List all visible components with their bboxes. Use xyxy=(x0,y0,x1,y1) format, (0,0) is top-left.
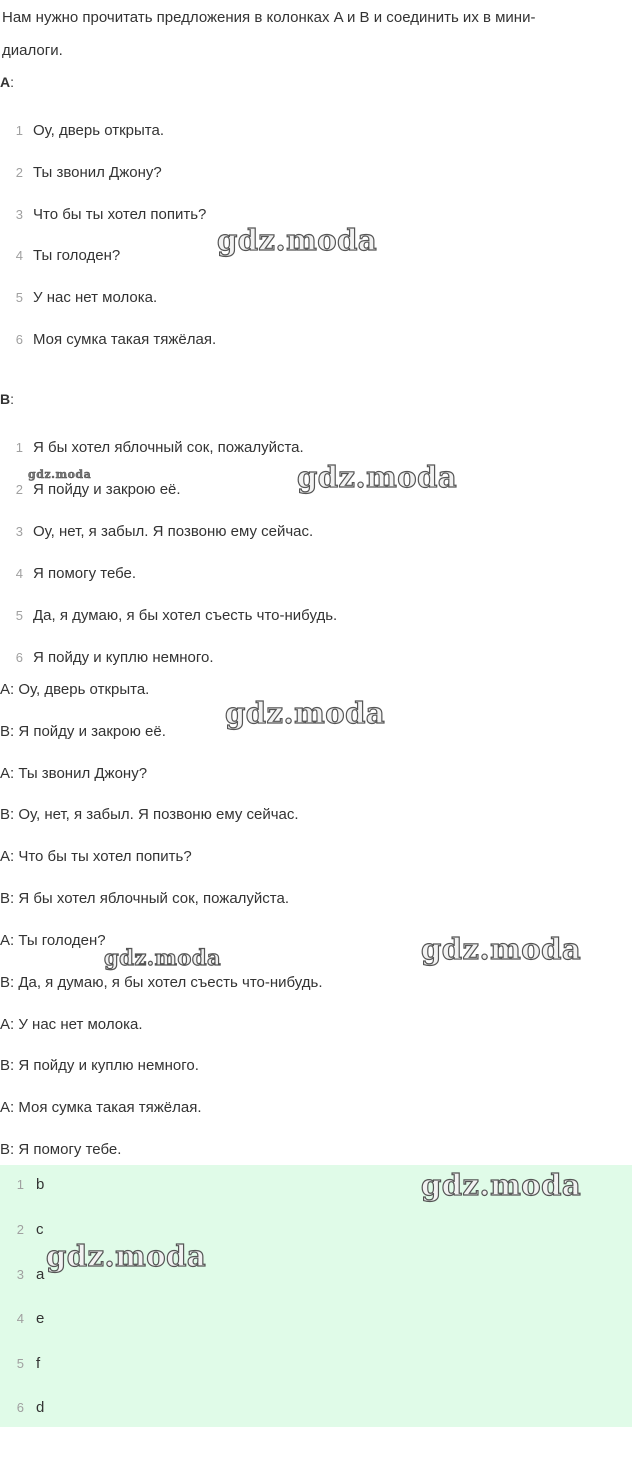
item-number: 2 xyxy=(15,165,23,180)
column-a-label: A: xyxy=(0,74,15,90)
dialogue-line: A: Ты голоден? xyxy=(0,932,106,949)
item-text: У нас нет молока. xyxy=(33,289,158,306)
item-number: 3 xyxy=(15,207,23,222)
item-number: 6 xyxy=(15,332,23,347)
item-text: Оу, нет, я забыл. Я позвоню ему сейчас. xyxy=(33,523,314,540)
answer-block xyxy=(0,1165,632,1427)
answer-letter: a xyxy=(36,1266,45,1283)
watermark-logo: gdz.moda xyxy=(297,460,458,494)
answer-letter: c xyxy=(36,1221,44,1238)
dialogue-line: B: Я пойду и куплю немного. xyxy=(0,1057,199,1074)
item-number: 1 xyxy=(15,440,23,455)
watermark-logo: gdz.moda xyxy=(46,1239,207,1273)
intro-line-1: Нам нужно прочитать предложения в колонках A и B и соединить их в мини- xyxy=(2,9,536,26)
dialogue-line: B: Я пойду и закрою её. xyxy=(0,723,166,740)
watermark-logo: gdz.moda xyxy=(104,945,222,970)
item-number: 3 xyxy=(15,524,23,539)
item-text: Да, я думаю, я бы хотел съесть что-нибудь. xyxy=(33,607,338,624)
item-text: Я помогу тебе. xyxy=(33,565,137,582)
dialogue-line: A: У нас нет молока. xyxy=(0,1016,143,1033)
item-number: 6 xyxy=(15,650,23,665)
item-text: Я пойду и куплю немного. xyxy=(33,649,214,666)
item-number: 6 xyxy=(16,1400,24,1415)
watermark-logo: gdz.moda xyxy=(28,468,92,481)
column-b-label: B: xyxy=(0,391,15,407)
dialogue-line: A: Ты звонил Джону? xyxy=(0,765,148,782)
item-text: Ты звонил Джону? xyxy=(33,164,162,181)
item-number: 1 xyxy=(16,1177,24,1192)
watermark-logo: gdz.moda xyxy=(225,696,386,730)
watermark-logo: gdz.moda xyxy=(421,1168,582,1202)
item-number: 4 xyxy=(15,248,23,263)
item-text: Я бы хотел яблочный сок, пожалуйста. xyxy=(33,439,304,456)
dialogue-line: B: Да, я думаю, я бы хотел съесть что-нибудь. xyxy=(0,974,323,991)
item-number: 4 xyxy=(15,566,23,581)
item-text: Оу, дверь открыта. xyxy=(33,122,165,139)
answer-letter: f xyxy=(36,1355,41,1372)
dialogue-line: B: Я помогу тебе. xyxy=(0,1141,122,1158)
item-number: 5 xyxy=(15,290,23,305)
dialogue-line: A: Оу, дверь открыта. xyxy=(0,681,150,698)
item-text: Моя сумка такая тяжёлая. xyxy=(33,331,217,348)
dialogue-line: A: Что бы ты хотел попить? xyxy=(0,848,192,865)
answer-letter: d xyxy=(36,1399,45,1416)
item-number: 3 xyxy=(16,1267,24,1282)
item-number: 1 xyxy=(15,123,23,138)
answer-letter: e xyxy=(36,1310,45,1327)
answer-letter: b xyxy=(36,1176,45,1193)
item-text: Ты голоден? xyxy=(33,247,121,264)
item-number: 2 xyxy=(15,482,23,497)
intro-line-2: диалоги. xyxy=(2,42,63,59)
item-text: Я пойду и закрою её. xyxy=(33,481,181,498)
item-text: Что бы ты хотел попить? xyxy=(33,206,207,223)
dialogue-line: A: Моя сумка такая тяжёлая. xyxy=(0,1099,202,1116)
watermark-logo: gdz.moda xyxy=(421,932,582,966)
item-number: 5 xyxy=(16,1356,24,1371)
dialogue-line: B: Я бы хотел яблочный сок, пожалуйста. xyxy=(0,890,290,907)
item-number: 2 xyxy=(16,1222,24,1237)
item-number: 4 xyxy=(16,1311,24,1326)
dialogue-line: B: Оу, нет, я забыл. Я позвоню ему сейчас. xyxy=(0,806,299,823)
item-number: 5 xyxy=(15,608,23,623)
watermark-logo: gdz.moda xyxy=(217,223,378,257)
